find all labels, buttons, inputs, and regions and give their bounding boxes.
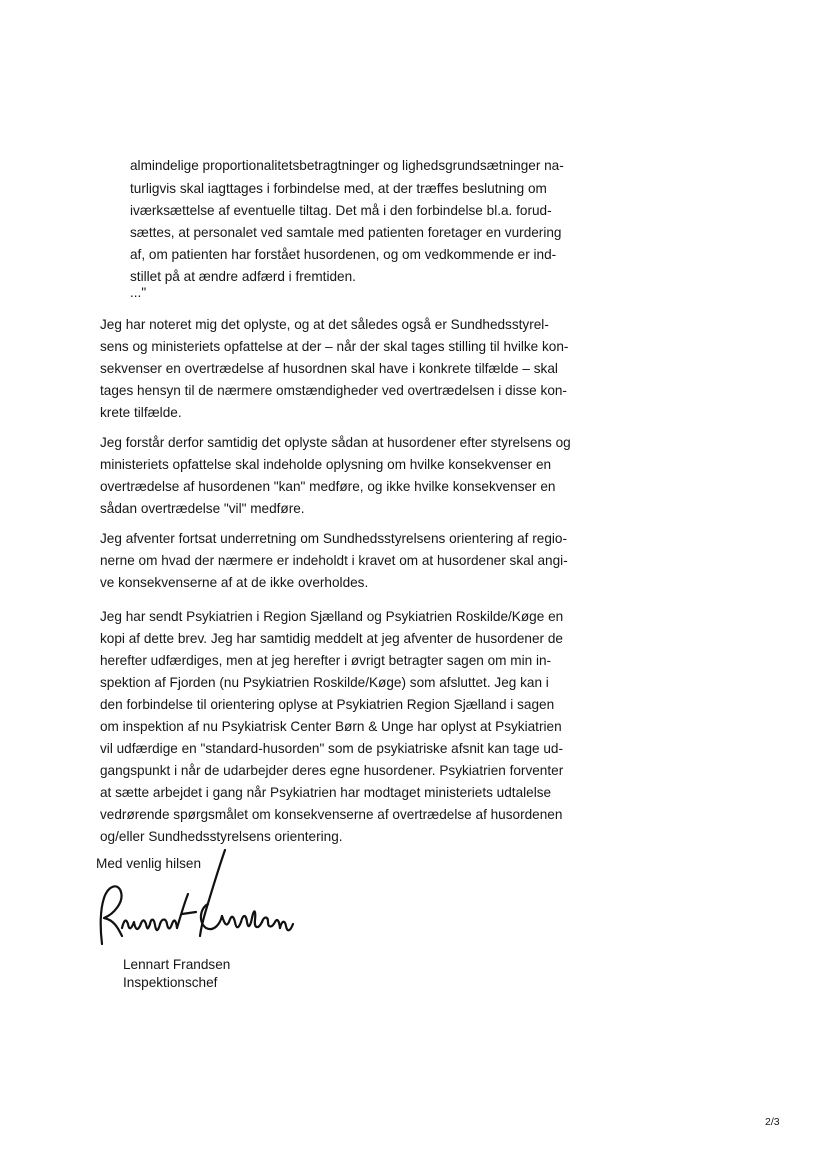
quote-line: stillet på at ændre adfærd i fremtiden. (130, 269, 356, 284)
paragraph-line: Jeg har sendt Psykiatrien i Region Sjælland og Psykiatrien Roskilde/Køge en (100, 609, 564, 624)
quote-line: iværksættelse af eventuelle tiltag. Det må i den forbindelse bl.a. forud- (130, 203, 552, 218)
paragraph-line: sens og ministeriets opfattelse at der – når der skal tages stilling til hvilke kon- (100, 339, 569, 354)
paragraph-line: herefter udfærdiges, men at jeg herefter i øvrigt betragter sagen om min in- (100, 653, 552, 668)
paragraph-line: og/eller Sundhedsstyrelsens orientering. (100, 829, 343, 844)
signatory-name: Lennart Frandsen (123, 957, 231, 972)
paragraph-line: sekvenser en overtrædelse af husordnen skal have i konkrete tilfælde – skal (100, 361, 558, 376)
paragraph-line: vil udfærdige en "standard-husorden" som de psykiatriske afsnit kan tage ud- (100, 741, 564, 756)
quote-line: ..." (130, 285, 147, 300)
paragraph-line: spektion af Fjorden (nu Psykiatrien Roskilde/Køge) som afsluttet. Jeg kan i (100, 675, 549, 690)
paragraph-line: ministeriets opfattelse skal indeholde oplysning om hvilke konsekvenser en (100, 457, 552, 472)
quote-line: almindelige proportionalitetsbetragtninger og lighedsgrundsætninger na- (130, 158, 564, 173)
paragraph-line: krete tilfælde. (100, 405, 182, 420)
paragraph-line: kopi af dette brev. Jeg har samtidig meddelt at jeg afventer de husordener de (100, 631, 563, 646)
paragraph-line: tages hensyn til de nærmere omstændigheder ved overtrædelsen i disse kon- (100, 383, 567, 398)
paragraph-line: Jeg afventer fortsat underretning om Sundhedsstyrelsens orientering af regio- (100, 531, 567, 546)
paragraph-line: ve konsekvenserne af at de ikke overholdes. (100, 575, 369, 590)
signatory-title: Inspektionschef (123, 975, 218, 990)
paragraph-line: vedrørende spørgsmålet om konsekvenserne af overtrædelse af husordenen (100, 807, 563, 822)
paragraph-line: nerne om hvad der nærmere er indeholdt i kravet om at husordener skal angi- (100, 553, 568, 568)
page-number: 2/3 (765, 1116, 780, 1128)
closing-greeting: Med venlig hilsen (96, 856, 202, 871)
paragraph-line: Jeg har noteret mig det oplyste, og at det således også er Sundhedsstyrel- (100, 317, 549, 332)
handwritten-signature (88, 848, 308, 958)
paragraph-line: gangspunkt i når de udarbejder deres egne husordener. Psykiatrien forventer (100, 763, 564, 778)
paragraph-line: at sætte arbejdet i gang når Psykiatrien har modtaget ministeriets udtalelse (100, 785, 552, 800)
quote-line: turligvis skal iagttages i forbindelse med, at der træffes beslutning om (130, 181, 547, 196)
paragraph-line: den forbindelse til orientering oplyse at Psykiatrien Region Sjælland i sagen (100, 697, 555, 712)
quote-line: sættes, at personalet ved samtale med patienten foretager en vurdering (130, 225, 562, 240)
paragraph-line: om inspektion af nu Psykiatrisk Center Børn & Unge har oplyst at Psykiatrien (100, 719, 562, 734)
paragraph-line: sådan overtrædelse "vil" medføre. (100, 501, 305, 516)
paragraph-line: overtrædelse af husordenen "kan" medføre, og ikke hvilke konsekvenser en (100, 479, 556, 494)
paragraph-line: Jeg forstår derfor samtidig det oplyste sådan at husordener efter styrelsens og (100, 435, 571, 450)
quote-line: af, om patienten har forstået husordenen, og om vedkommende er ind- (130, 247, 557, 262)
